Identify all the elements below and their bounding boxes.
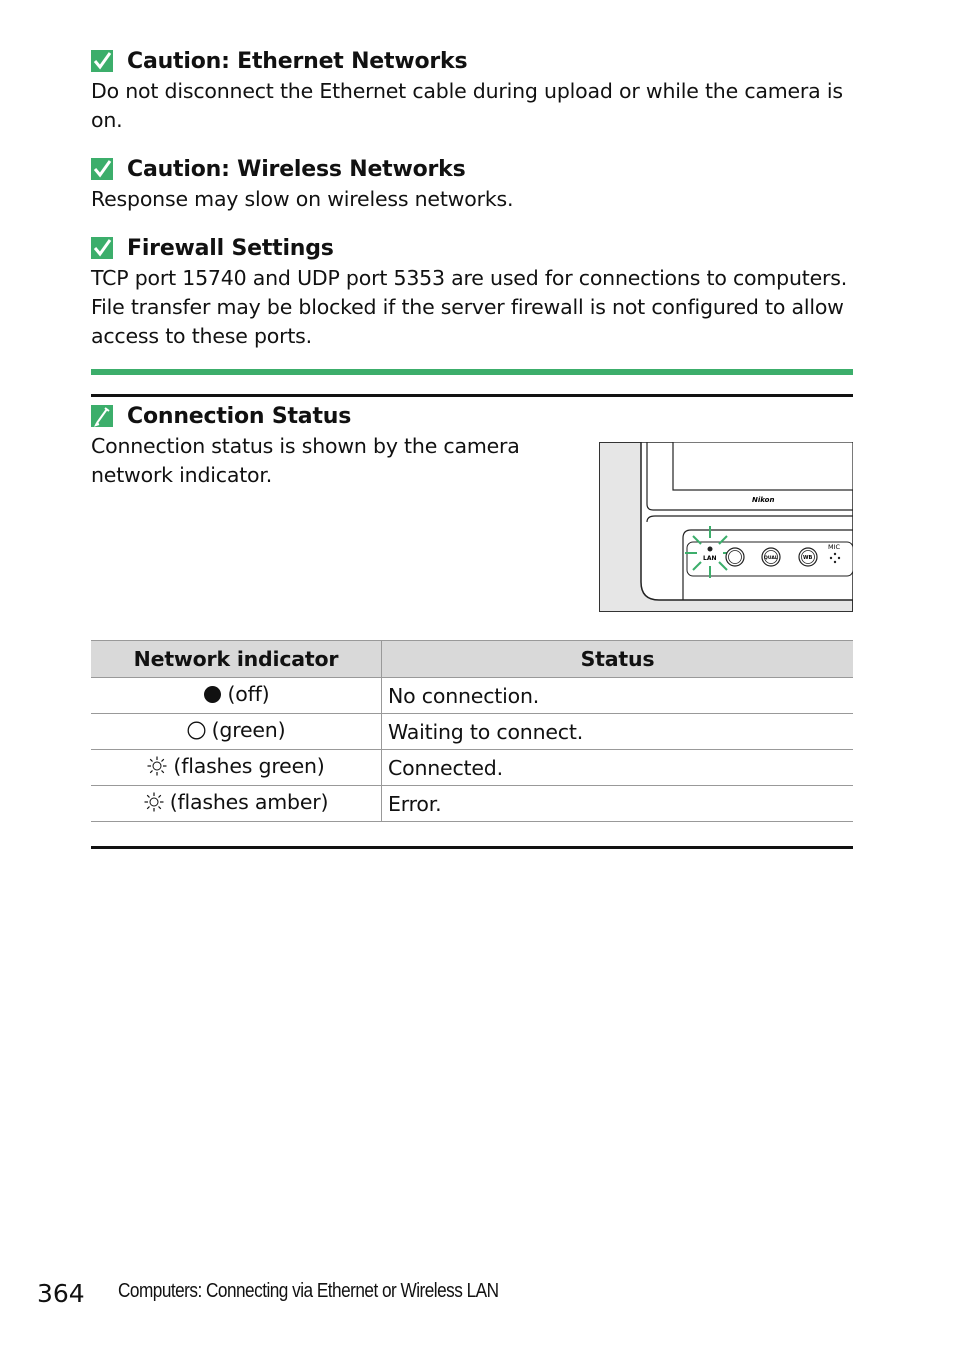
page-number: 364 (37, 1279, 85, 1308)
lan-indicator-icon (708, 547, 713, 552)
table-row (91, 714, 853, 750)
column-header-status: Status (382, 641, 854, 678)
pencil-icon (91, 405, 113, 427)
status-cell: Waiting to connect. (382, 714, 854, 750)
camera-brand: Nikon (752, 496, 775, 504)
filled-circle-icon (203, 685, 222, 704)
section-divider-green (91, 369, 853, 375)
indicator-label: (green) (211, 718, 286, 743)
flashing-light-icon (147, 756, 167, 776)
indicator-label: (flashes amber) (169, 790, 329, 814)
note-body: TCP port 15740 and UDP port 5353 are used for connections to computers. File transfer may be blocked if the server firewall is not configured to allow access to these ports. (91, 266, 848, 348)
note-body: Connection status is shown by the camera network indicator. (91, 434, 520, 487)
indicator-label: (flashes green) (173, 754, 325, 778)
indicator-cell (91, 678, 382, 714)
indicator-cell (91, 714, 382, 750)
check-icon (91, 237, 113, 259)
table-row (91, 678, 853, 714)
section-rule-bottom (91, 846, 853, 849)
network-indicator-table (91, 640, 853, 822)
note-title: Caution: Wireless Networks (127, 156, 466, 182)
status-cell: Error. (382, 786, 854, 822)
flashing-light-icon (144, 792, 164, 812)
note-title: Firewall Settings (127, 235, 334, 261)
indicator-cell (91, 786, 382, 822)
note-firewall (91, 234, 853, 351)
wb-label: WB (803, 555, 813, 561)
check-icon (91, 50, 113, 72)
empty-circle-icon (187, 721, 206, 740)
lan-label: LAN (703, 555, 717, 562)
status-cell: Connected. (382, 750, 854, 786)
qual-label: QUAL (764, 556, 778, 561)
table-header-row (91, 641, 853, 678)
note-connection-status (91, 402, 531, 490)
status-cell: No connection. (382, 678, 854, 714)
note-title: Caution: Ethernet Networks (127, 48, 468, 74)
column-header-indicator: Network indicator (91, 641, 382, 678)
camera-network-indicator-illustration (599, 442, 853, 612)
section-rule-top (91, 394, 853, 397)
indicator-label: (off) (227, 682, 270, 707)
note-ethernet (91, 47, 853, 135)
indicator-cell (91, 750, 382, 786)
table-row (91, 750, 853, 786)
note-wireless (91, 155, 853, 214)
footer-section-title: Computers: Connecting via Ethernet or Wireless LAN (118, 1280, 499, 1302)
mic-label: MIC (828, 543, 841, 551)
note-body: Do not disconnect the Ethernet cable during upload or while the camera is on. (91, 79, 843, 132)
note-title: Connection Status (127, 403, 352, 429)
note-body: Response may slow on wireless networks. (91, 187, 514, 211)
table-row (91, 786, 853, 822)
check-icon (91, 158, 113, 180)
